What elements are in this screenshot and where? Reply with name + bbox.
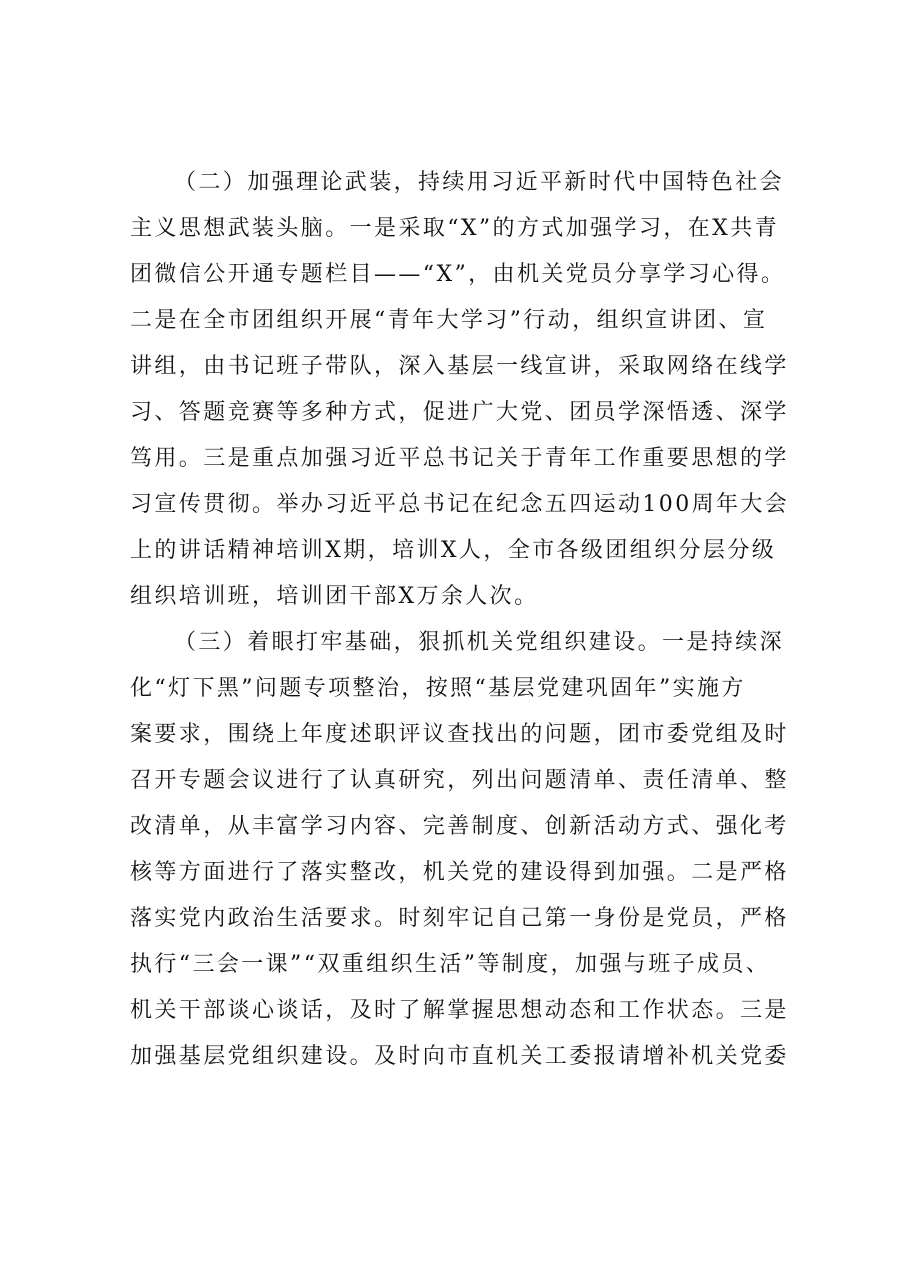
paragraph-line: 案要求，围绕上年度述职评议查找出的问题，团市委党组及时 [130,722,789,747]
paragraph-line: 上的讲话精神培训X期，培训X人，全市各级团组织分层分级 [130,538,777,563]
paragraph-line: 化“灯下黑”问题专项整治，按照“基层党建巩固年”实施方 [130,676,746,701]
paragraph-line: 落实党内政治生活要求。时刻牢记自己第一身份是党员，严格 [130,906,789,931]
paragraph-section-3 [130,620,790,1080]
paragraph-line: 改清单，从丰富学习内容、完善制度、创新活动方式、强化考 [130,814,789,839]
paragraph-line: （二）加强理论武装，持续用习近平新时代中国特色社会 [174,170,785,195]
paragraph-line: 组织培训班，培训团干部X万余人次。 [130,584,539,609]
paragraph-line: 主义思想武装头脑。一是采取“X”的方式加强学习，在X共青 [130,216,780,241]
paragraph-line: 核等方面进行了落实整改，机关党的建设得到加强。二是严格 [130,860,789,885]
paragraph-line: 讲组，由书记班子带队，深入基层一线宣讲，采取网络在线学 [130,354,789,379]
paragraph-line: （三）着眼打牢基础，狠抓机关党组织建设。一是持续深 [174,630,785,655]
paragraph-line: 机关干部谈心谈话，及时了解掌握思想动态和工作状态。三是 [130,998,789,1023]
paragraph-line: 习、答题竞赛等多种方式，促进广大党、团员学深悟透、深学 [130,400,789,425]
paragraph-line: 二是在全市团组织开展“青年大学习”行动，组织宣讲团、宣 [130,308,768,333]
paragraph-line: 加强基层党组织建设。及时向市直机关工委报请增补机关党委 [130,1044,789,1069]
paragraph-line: 笃用。三是重点加强习近平总书记关于青年工作重要思想的学 [130,446,789,471]
paragraph-line: 召开专题会议进行了认真研究，列出问题清单、责任清单、整 [130,768,789,793]
paragraph-section-2 [130,160,790,620]
paragraph-line: 执行“三会一课”“双重组织生活”等制度，加强与班子成员、 [130,952,771,977]
paragraph-line: 习宣传贯彻。举办习近平总书记在纪念五四运动100周年大会 [130,492,790,517]
paragraph-line: 团微信公开通专题栏目——“X”，由机关党员分享学习心得。 [130,262,786,287]
